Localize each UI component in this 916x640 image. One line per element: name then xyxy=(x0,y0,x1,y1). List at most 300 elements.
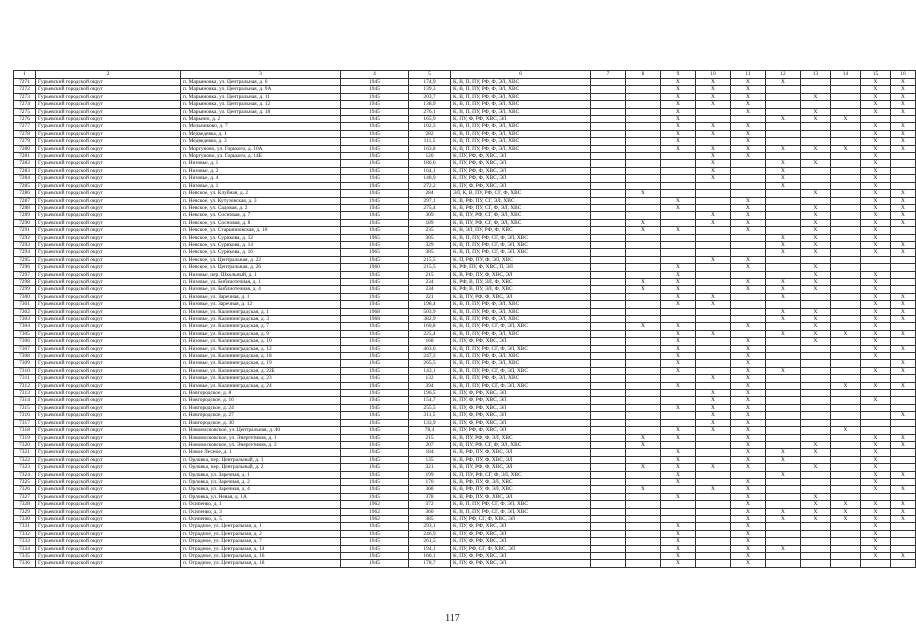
table-cell: Х xyxy=(891,123,916,130)
table-cell: Гурьевский городской округ xyxy=(36,412,181,419)
table-cell xyxy=(766,486,801,493)
table-cell: 194,1 xyxy=(409,545,451,552)
table-cell: 311,5 xyxy=(409,412,451,419)
table-cell xyxy=(891,286,916,293)
table-cell: Х xyxy=(801,441,831,448)
table-cell: Гурьевский городской округ xyxy=(36,486,181,493)
table-cell: Гурьевский городской округ xyxy=(36,360,181,367)
table-cell: 7280 xyxy=(14,145,36,152)
table-cell: 7330 xyxy=(14,515,36,522)
table-cell: Х xyxy=(801,227,831,234)
table-cell: К, В, П, ПУ, РФ, СГ, Ф, ЭЛ, ХВС xyxy=(451,501,591,508)
table-cell: К, ПУ, РФ, Ф, ХВС, ЭЛ xyxy=(451,153,591,160)
table-cell: Х xyxy=(801,93,831,100)
table-cell: Х xyxy=(861,449,891,456)
table-cell xyxy=(831,256,861,263)
table-cell: Х xyxy=(696,419,731,426)
table-cell xyxy=(831,308,861,315)
table-row xyxy=(14,204,916,211)
table-cell: п. Орловка, ул. Невая, д. 1А xyxy=(181,493,341,500)
table-cell xyxy=(861,412,891,419)
table-cell xyxy=(696,227,731,234)
table-cell: Х xyxy=(661,345,696,352)
table-cell: Х xyxy=(801,116,831,123)
table-cell xyxy=(626,508,661,515)
table-cell: Х xyxy=(731,212,766,219)
table-cell: Х xyxy=(801,316,831,323)
table-cell: Х xyxy=(861,138,891,145)
table-cell: 7319 xyxy=(14,434,36,441)
table-cell xyxy=(831,412,861,419)
table-cell xyxy=(831,182,861,189)
table-cell xyxy=(801,553,831,560)
table-cell: 189 xyxy=(409,219,451,226)
table-cell xyxy=(591,382,626,389)
table-cell: К, ПУ, РФ, Ф, ХВС, ЭЛ xyxy=(451,175,591,182)
table-cell xyxy=(801,397,831,404)
table-cell xyxy=(626,397,661,404)
table-cell: Х xyxy=(766,116,801,123)
table-cell: Гурьевский городской округ xyxy=(36,167,181,174)
table-row xyxy=(14,397,916,404)
table-cell xyxy=(891,256,916,263)
table-cell xyxy=(661,508,696,515)
table-cell xyxy=(696,323,731,330)
table-cell: 1945 xyxy=(341,449,409,456)
table-cell xyxy=(591,293,626,300)
table-cell: 1945 xyxy=(341,190,409,197)
table-cell xyxy=(591,338,626,345)
table-cell xyxy=(591,212,626,219)
table-cell xyxy=(831,241,861,248)
table-cell: Гурьевский городской округ xyxy=(36,449,181,456)
table-cell xyxy=(766,130,801,137)
table-cell xyxy=(861,404,891,411)
table-cell xyxy=(831,234,861,241)
column-header: 16 xyxy=(891,71,916,79)
table-cell: 309 xyxy=(409,212,451,219)
table-cell xyxy=(766,345,801,352)
table-cell xyxy=(626,145,661,152)
table-cell: 272,2 xyxy=(409,182,451,189)
table-cell xyxy=(766,538,801,545)
table-cell xyxy=(831,101,861,108)
column-header: 1 xyxy=(14,71,36,79)
table-cell: К, В, РФ, ПУ, Ф, ЭЛ, ХВС xyxy=(451,478,591,485)
table-cell: 7308 xyxy=(14,353,36,360)
table-cell: 255,5 xyxy=(409,404,451,411)
table-cell: Х xyxy=(861,286,891,293)
table-cell: Х xyxy=(861,278,891,285)
table-cell: К, В, ЭЛ, ПУ, РФ, Ф, ХВС xyxy=(451,227,591,234)
table-cell xyxy=(731,167,766,174)
table-cell: 7314 xyxy=(14,397,36,404)
table-cell: Х xyxy=(861,86,891,93)
table-cell: Х xyxy=(831,508,861,515)
table-row xyxy=(14,227,916,234)
table-cell: К, В, ПУ, РФ, СГ, Ф, ЭЛ, ХВС xyxy=(451,212,591,219)
table-cell: К, В, П, ПУ, РФ, Ф, ЭЛ, ХВС xyxy=(451,375,591,382)
table-cell xyxy=(591,471,626,478)
table-cell: п. Низовье, ул. Калининградская, д. 12 xyxy=(181,345,341,352)
table-cell xyxy=(766,204,801,211)
table-cell: п. Медведевка, д. 3 xyxy=(181,138,341,145)
table-cell: 7322 xyxy=(14,456,36,463)
table-cell: п. Орловка, ул. Заречная, д. 2 xyxy=(181,478,341,485)
table-cell: Х xyxy=(731,227,766,234)
table-cell: Х xyxy=(766,330,801,337)
table-cell: 7309 xyxy=(14,360,36,367)
table-cell xyxy=(831,434,861,441)
table-cell: Х xyxy=(731,138,766,145)
table-cell xyxy=(731,293,766,300)
table-cell: Х xyxy=(831,515,861,522)
table-cell: 7320 xyxy=(14,441,36,448)
table-cell: 1945 xyxy=(341,471,409,478)
table-cell: Х xyxy=(891,241,916,248)
table-cell xyxy=(861,493,891,500)
table-row xyxy=(14,501,916,508)
table-cell: Х xyxy=(861,478,891,485)
table-row xyxy=(14,427,916,434)
table-cell: К, В, П, ПУ, РФ, СГ, Ф, ЭЛ, ХВС xyxy=(451,508,591,515)
table-cell: Гурьевский городской округ xyxy=(36,367,181,374)
table-cell: К, В, П, ПУ, РФ, Ф, ЭЛ, ХВС xyxy=(451,353,591,360)
table-cell: Х xyxy=(731,449,766,456)
table-row xyxy=(14,130,916,137)
table-cell xyxy=(766,219,801,226)
table-cell: п. Низовье, ул. Калининградская, д. 7 xyxy=(181,323,341,330)
table-cell: 78,4 xyxy=(409,427,451,434)
table-cell xyxy=(766,375,801,382)
table-cell xyxy=(891,560,916,567)
table-cell xyxy=(831,338,861,345)
table-cell xyxy=(626,123,661,130)
table-cell xyxy=(696,353,731,360)
table-cell: Х xyxy=(766,308,801,315)
table-cell: 7327 xyxy=(14,493,36,500)
table-cell xyxy=(861,390,891,397)
table-cell: Х xyxy=(801,308,831,315)
table-cell xyxy=(591,464,626,471)
table-cell: 284 xyxy=(409,190,451,197)
table-cell: Х xyxy=(731,353,766,360)
table-cell: К, В, ПУ, РФ, Ф, ХВС, ЭЛ xyxy=(451,293,591,300)
table-cell: Гурьевский городской округ xyxy=(36,145,181,152)
table-cell xyxy=(766,501,801,508)
table-row xyxy=(14,323,916,330)
table-cell: 168 xyxy=(409,338,451,345)
table-cell: п. Орловка, ул. Заречная, д. 1 xyxy=(181,471,341,478)
table-cell: Х xyxy=(891,86,916,93)
table-cell xyxy=(661,249,696,256)
table-cell: 293,1 xyxy=(409,523,451,530)
table-cell: 7312 xyxy=(14,382,36,389)
table-cell: Х xyxy=(661,286,696,293)
table-cell xyxy=(696,138,731,145)
table-cell: 1945 xyxy=(341,412,409,419)
table-cell: Х xyxy=(766,79,801,86)
table-cell: Гурьевский городской округ xyxy=(36,264,181,271)
table-cell: 235 xyxy=(409,227,451,234)
table-cell xyxy=(661,375,696,382)
table-cell: Х xyxy=(661,79,696,86)
table-cell: 165,9 xyxy=(409,116,451,123)
table-cell: Х xyxy=(861,301,891,308)
table-cell xyxy=(891,390,916,397)
table-cell xyxy=(626,419,661,426)
table-cell xyxy=(626,515,661,522)
table-cell xyxy=(626,523,661,530)
table-cell: Х xyxy=(626,486,661,493)
table-cell: Х xyxy=(801,234,831,241)
table-cell xyxy=(831,486,861,493)
table-cell: 1945 xyxy=(341,338,409,345)
table-cell xyxy=(831,278,861,285)
table-cell: п. Орловка, ул. Заречная, д. 4 xyxy=(181,486,341,493)
table-cell: 7301 xyxy=(14,301,36,308)
table-cell xyxy=(591,523,626,530)
table-cell: 7303 xyxy=(14,316,36,323)
table-cell: Гурьевский городской округ xyxy=(36,375,181,382)
table-cell: 1945 xyxy=(341,345,409,352)
table-cell: Х xyxy=(861,227,891,234)
table-row xyxy=(14,108,916,115)
table-cell: К, ПУ, РФ, Ф, ХВС, ЭЛ xyxy=(451,160,591,167)
table-cell: Х xyxy=(891,130,916,137)
table-cell xyxy=(831,397,861,404)
table-cell: 7302 xyxy=(14,308,36,315)
table-cell: Х xyxy=(661,353,696,360)
table-cell xyxy=(831,153,861,160)
table-cell xyxy=(801,382,831,389)
table-cell: К, ПУ, РФ, Ф, ХВС, ЭЛ xyxy=(451,167,591,174)
table-row xyxy=(14,538,916,545)
table-cell xyxy=(831,160,861,167)
page-number: 117 xyxy=(445,613,460,624)
table-cell xyxy=(766,256,801,263)
table-cell xyxy=(801,404,831,411)
table-cell: Х xyxy=(801,204,831,211)
table-cell: 215 xyxy=(409,271,451,278)
table-cell: Х xyxy=(766,175,801,182)
table-cell xyxy=(801,175,831,182)
table-cell: Х xyxy=(731,79,766,86)
table-cell: п. Низовье, пер. Школьный, д. 1 xyxy=(181,271,341,278)
table-cell: Х xyxy=(696,293,731,300)
table-cell xyxy=(591,108,626,115)
table-cell: Х xyxy=(861,271,891,278)
table-row xyxy=(14,449,916,456)
table-cell: 1968 xyxy=(341,308,409,315)
table-cell: Х xyxy=(696,160,731,167)
table-cell: Х xyxy=(731,264,766,271)
table-cell: п. Новомосковское, ул. Энергетиков, д. 3 xyxy=(181,441,341,448)
table-cell xyxy=(831,190,861,197)
table-cell: Х xyxy=(861,464,891,471)
table-cell: 7288 xyxy=(14,204,36,211)
table-cell: Гурьевский городской округ xyxy=(36,545,181,552)
table-cell: Гурьевский городской округ xyxy=(36,278,181,285)
table-cell: Х xyxy=(766,182,801,189)
table-cell: К, В, ПУ, РФ, СГ, Ф, ЭЛ, ХВС xyxy=(451,219,591,226)
table-cell: Гурьевский городской округ xyxy=(36,116,181,123)
table-row xyxy=(14,508,916,515)
table-cell: п. Новгородское, д. 16 xyxy=(181,397,341,404)
table-row xyxy=(14,249,916,256)
table-cell: Гурьевский городской округ xyxy=(36,501,181,508)
table-cell xyxy=(626,412,661,419)
table-cell: п. Низовье, ул. Калининградская, д. 24 xyxy=(181,382,341,389)
table-cell: Гурьевский городской округ xyxy=(36,530,181,537)
table-cell: Х xyxy=(861,182,891,189)
table-cell xyxy=(591,175,626,182)
table-cell: 276,1 xyxy=(409,108,451,115)
table-cell: К, РФ, ПУ, Ф, ХВС, П, ЭЛ xyxy=(451,264,591,271)
table-cell: К, В, ПУ, РФ, Ф, ХВС, ЭЛ xyxy=(451,464,591,471)
table-cell xyxy=(731,175,766,182)
table-cell: 198,4 xyxy=(409,301,451,308)
table-cell xyxy=(591,486,626,493)
register-table-container xyxy=(13,70,906,568)
table-cell: Х xyxy=(831,330,861,337)
table-cell xyxy=(696,316,731,323)
table-cell: К, ПУ, Ф, РФ, ХВС, ЭЛ xyxy=(451,523,591,530)
table-cell: К, ПУ, Ф, РФ, ХВС, ЭЛ xyxy=(451,338,591,345)
table-cell: Х xyxy=(661,116,696,123)
table-cell: Гурьевский городской округ xyxy=(36,234,181,241)
table-cell: п. Отрадное, ул. Центральная, д. 14 xyxy=(181,545,341,552)
table-cell: п. Невское, ул. Сосновая, д. 7 xyxy=(181,212,341,219)
table-cell: К, ПУ, Ф, РФ, ХВС, ЭЛ xyxy=(451,390,591,397)
table-cell: Х xyxy=(861,456,891,463)
table-cell: К, В, П, ПУ, РФ, СГ, Ф, ЭЛ, ХВС xyxy=(451,249,591,256)
table-cell xyxy=(591,153,626,160)
table-cell xyxy=(766,197,801,204)
table-cell xyxy=(801,197,831,204)
table-cell xyxy=(591,397,626,404)
table-cell: п. Отрадное, ул. Центральная, д. 18 xyxy=(181,560,341,567)
table-cell: 261,5 xyxy=(409,538,451,545)
table-cell xyxy=(591,301,626,308)
table-cell xyxy=(591,264,626,271)
table-cell xyxy=(731,471,766,478)
table-cell: Х xyxy=(661,204,696,211)
table-cell xyxy=(891,175,916,182)
table-cell: Х xyxy=(891,93,916,100)
table-cell: Х xyxy=(661,323,696,330)
table-cell xyxy=(626,353,661,360)
table-cell: К, В, П, ПУ, РФ, Ф, ЭЛ, ХВС xyxy=(451,123,591,130)
table-cell: Х xyxy=(696,212,731,219)
table-cell xyxy=(626,478,661,485)
table-row xyxy=(14,116,916,123)
table-cell xyxy=(861,560,891,567)
table-cell xyxy=(831,478,861,485)
table-cell: 1945 xyxy=(341,271,409,278)
table-cell xyxy=(591,478,626,485)
table-cell: Х xyxy=(861,175,891,182)
table-cell: 7276 xyxy=(14,116,36,123)
table-cell: Х xyxy=(731,515,766,522)
table-cell: 368 xyxy=(409,486,451,493)
table-cell xyxy=(626,501,661,508)
table-cell: Х xyxy=(731,197,766,204)
table-cell xyxy=(591,427,626,434)
table-cell: Х xyxy=(661,330,696,337)
table-cell xyxy=(591,101,626,108)
table-cell xyxy=(831,219,861,226)
table-cell xyxy=(831,123,861,130)
table-cell: Х xyxy=(891,360,916,367)
table-cell: Гурьевский городской округ xyxy=(36,323,181,330)
table-cell xyxy=(661,234,696,241)
table-cell xyxy=(591,560,626,567)
table-cell: Х xyxy=(801,241,831,248)
table-cell: Х xyxy=(831,501,861,508)
table-cell: К, В, П, ПУ, РФ, Ф, ЭЛ, ХВС xyxy=(451,101,591,108)
table-cell: п. Низовье, ул. Калининградская, д. 10 xyxy=(181,338,341,345)
table-row xyxy=(14,486,916,493)
table-cell xyxy=(801,427,831,434)
table-cell: Гурьевский городской округ xyxy=(36,397,181,404)
table-cell xyxy=(766,101,801,108)
table-cell xyxy=(891,456,916,463)
table-cell xyxy=(696,449,731,456)
table-cell xyxy=(766,212,801,219)
table-cell xyxy=(891,167,916,174)
table-cell xyxy=(591,323,626,330)
table-cell xyxy=(801,123,831,130)
table-cell: Х xyxy=(891,101,916,108)
table-cell: Х xyxy=(861,316,891,323)
table-cell: п. Марьино, д. 2 xyxy=(181,116,341,123)
table-cell: Х xyxy=(731,404,766,411)
table-cell: Х xyxy=(661,338,696,345)
table-cell: Х xyxy=(731,486,766,493)
table-cell xyxy=(801,560,831,567)
table-row xyxy=(14,212,916,219)
table-cell: Х xyxy=(891,301,916,308)
table-cell xyxy=(891,160,916,167)
table-cell xyxy=(661,316,696,323)
table-cell: 1962 xyxy=(341,515,409,522)
table-cell: Гурьевский городской округ xyxy=(36,153,181,160)
table-cell: п. Невское, ул. Сурикова, д. 16 xyxy=(181,249,341,256)
table-cell: Гурьевский городской округ xyxy=(36,316,181,323)
table-cell: 7284 xyxy=(14,175,36,182)
table-cell xyxy=(591,286,626,293)
table-cell: К, В, П, ПУ, РФ, Ф, ЭЛ, ХВС xyxy=(451,79,591,86)
table-cell: К, ПУ, Ф, РФ, ХВС, ЭЛ xyxy=(451,397,591,404)
table-cell: Гурьевский городской округ xyxy=(36,560,181,567)
table-cell: 7289 xyxy=(14,212,36,219)
table-cell: 1945 xyxy=(341,227,409,234)
table-cell xyxy=(831,404,861,411)
table-cell: 1945 xyxy=(341,545,409,552)
table-cell xyxy=(626,264,661,271)
table-cell: Х xyxy=(861,530,891,537)
table-cell: Х xyxy=(861,508,891,515)
table-cell: Гурьевский городской округ xyxy=(36,308,181,315)
table-cell: 7298 xyxy=(14,278,36,285)
table-cell: Х xyxy=(801,278,831,285)
table-cell: Х xyxy=(801,219,831,226)
table-cell: п. Медведевка, д. 1 xyxy=(181,130,341,137)
table-cell xyxy=(696,345,731,352)
table-cell xyxy=(831,553,861,560)
table-cell: Х xyxy=(661,427,696,434)
